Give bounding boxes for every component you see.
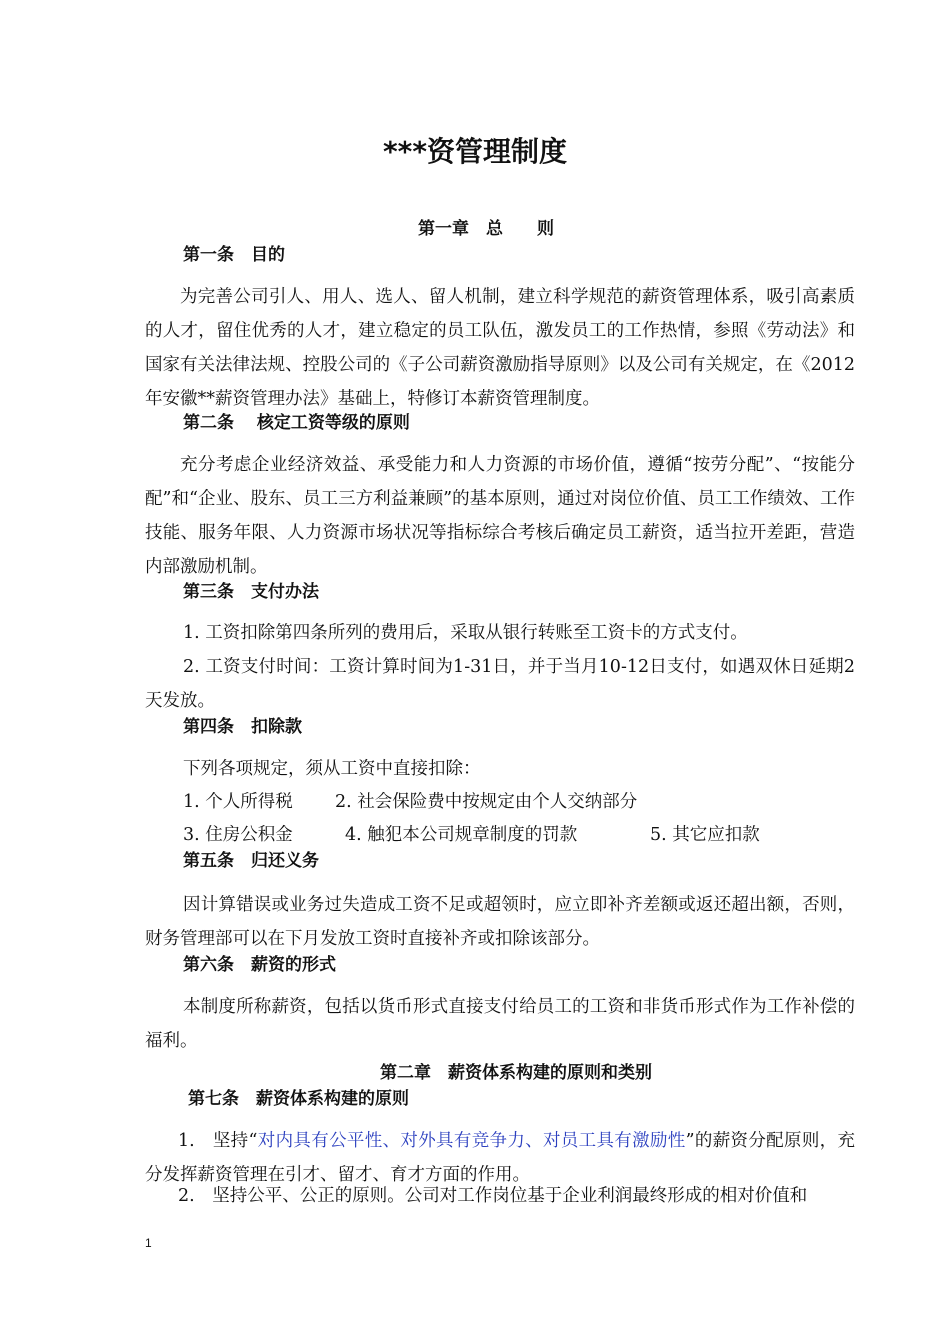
article-7-item-1	[145, 1124, 855, 1192]
deduction-item-1: 1. 个人所得税	[183, 792, 293, 812]
article-7-item-1-pre: 1. 坚持“	[178, 1131, 258, 1151]
article-2-body: 充分考虑企业经济效益、承受能力和人力资源的市场价值，遵循“按劳分配”、“按能分配”和“企业、股东、员工三方利益兼顾”的基本原则，通过对岗位价值、员工工作绩效、工作技能、服务年限、人力资源市场状况等指标综合考核后确定员工薪资，适当拉开差距，营造内部激励机制。	[145, 455, 855, 577]
article-7-heading: 第七条 薪资体系构建的原则	[188, 1089, 409, 1109]
chapter-1-heading: 第一章 总 则	[418, 219, 554, 239]
article-5-heading: 第五条 归还义务	[183, 851, 319, 871]
article-4-intro: 下列各项规定，须从工资中直接扣除：	[183, 759, 481, 779]
article-3-heading: 第三条 支付办法	[183, 582, 319, 602]
article-2-heading: 第二条 核定工资等级的原则	[183, 413, 410, 433]
deduction-item-3: 3. 住房公积金	[183, 825, 293, 845]
article-3-item-2: 2. 工资支付时间：工资计算时间为1-31日，并于当月10-12日支付，如遇双休日延期2天发放。	[145, 657, 855, 711]
chapter-2-heading: 第二章 薪资体系构建的原则和类别	[380, 1063, 652, 1083]
deduction-item-2: 2. 社会保险费中按规定由个人交纳部分	[335, 792, 638, 812]
article-7-item-1-highlight: 对内具有公平性、对外具有竞争力、对员工具有激励性	[257, 1131, 686, 1151]
deduction-item-5: 5. 其它应扣款	[650, 825, 760, 845]
article-5-body: 因计算错误或业务过失造成工资不足或超领时，应立即补齐差额或返还超出额，否则，财务管理部可以在下月发放工资时直接补齐或扣除该部分。	[145, 895, 855, 949]
page-number: 1	[145, 1236, 152, 1250]
article-3-item-1: 1. 工资扣除第四条所列的费用后，采取从银行转账至工资卡的方式支付。	[183, 623, 748, 643]
article-6-heading: 第六条 薪资的形式	[183, 955, 336, 975]
article-1-body: 为完善公司引人、用人、选人、留人机制，建立科学规范的薪资管理体系，吸引高素质的人才，留住优秀的人才，建立稳定的员工队伍，激发员工的工作热情，参照《劳动法》和国家有关法律法规、控股公司的《子公司薪资激励指导原则》以及公司有关规定，在《2012年安徽**薪资管理办法》基础上，特修订本薪资管理制度。	[145, 287, 855, 409]
article-6-body: 本制度所称薪资，包括以货币形式直接支付给员工的工资和非货币形式作为工作补偿的福利。	[145, 997, 855, 1051]
article-1-heading: 第一条 目的	[183, 245, 285, 265]
article-7-item-1-post: ”的薪资分配原则，充分发挥薪资管理在引才、留才、育才方面的作用。	[145, 1131, 855, 1185]
article-4-heading: 第四条 扣除款	[183, 717, 302, 737]
document-title: ***资管理制度	[383, 135, 567, 168]
deduction-item-4: 4. 触犯本公司规章制度的罚款	[345, 825, 578, 845]
article-7-item-2: 2. 坚持公平、公正的原则。公司对工作岗位基于企业利润最终形成的相对价值和	[178, 1186, 808, 1206]
